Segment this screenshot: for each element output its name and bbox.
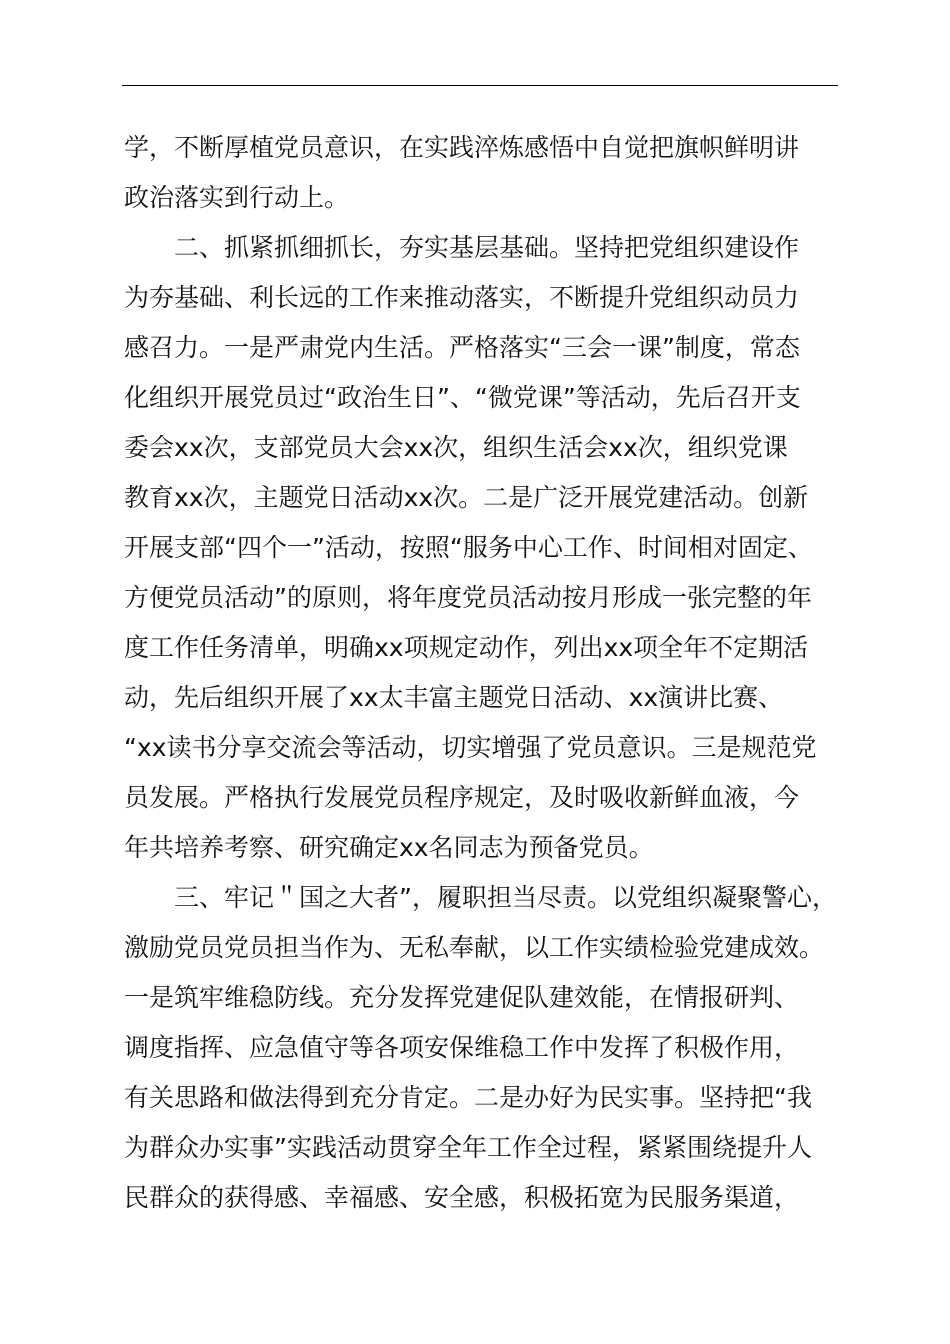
header-rule (122, 85, 838, 86)
text-line: 有关思路和做法得到充分肯定。二是办好为民实事。坚持把“我 (124, 1083, 812, 1112)
text-line: “xx读书分享交流会等活动，切实增强了党员意识。三是规范党 (124, 733, 817, 762)
text-line: 感召力。一是严肃党内生活。严格落实“三会一课”制度，常态 (124, 333, 800, 362)
text-line: 度工作任务清单，明确xx项规定动作，列出xx项全年不定期活 (124, 633, 809, 662)
text-line: 方便党员活动”的原则，将年度党员活动按月形成一张完整的年 (124, 583, 812, 612)
text-line: 开展支部“四个一”活动，按照“服务中心工作、时间相对固定、 (124, 533, 813, 562)
text-line: 动，先后组织开展了xx太丰富主题党日活动、xx演讲比赛、 (124, 683, 784, 712)
text-line: 民群众的获得感、幸福感、安全感，积极拓宽为民服务渠道， (124, 1183, 800, 1212)
text-line: 政治落实到行动上。 (124, 183, 350, 212)
text-line: 年共培养考察、研究确定xx名同志为预备党员。 (124, 833, 654, 862)
text-line: 激励党员党员担当作为、无私奉献，以工作实绩检验党建成效。 (124, 933, 825, 962)
text-line: 为群众办实事”实践活动贯穿全年工作全过程，紧紧围绕提升人 (124, 1133, 812, 1162)
text-line: 二、抓紧抓细抓长，夯实基层基础。坚持把党组织建设作 (124, 233, 800, 262)
text-line: 教育xx次，主题党日活动xx次。二是广泛开展党建活动。创新 (124, 483, 809, 512)
text-line: 一是筑牢维稳防线。充分发挥党建促队建效能，在情报研判、 (124, 983, 800, 1012)
text-line: 员发展。严格执行发展党员程序规定，及时吸收新鲜血液，今 (124, 783, 800, 812)
text-line: 为夯基础、利长远的工作来推动落实，不断提升党组织动员力 (124, 283, 800, 312)
text-line: 学，不断厚植党员意识，在实践淬炼感悟中自觉把旗帜鲜明讲 (124, 133, 800, 162)
text-line: 调度指挥、应急值守等各项安保维稳工作中发挥了积极作用， (124, 1033, 800, 1062)
text-line: 化组织开展党员过“政治生日”、“微党课”等活动，先后召开支 (124, 383, 801, 412)
text-line: 三、牢记＂国之大者”，履职担当尽责。以党组织凝聚警心， (124, 883, 837, 912)
text-line: 委会xx次，支部党员大会xx次，组织生活会xx次，组织党课 (124, 433, 788, 462)
